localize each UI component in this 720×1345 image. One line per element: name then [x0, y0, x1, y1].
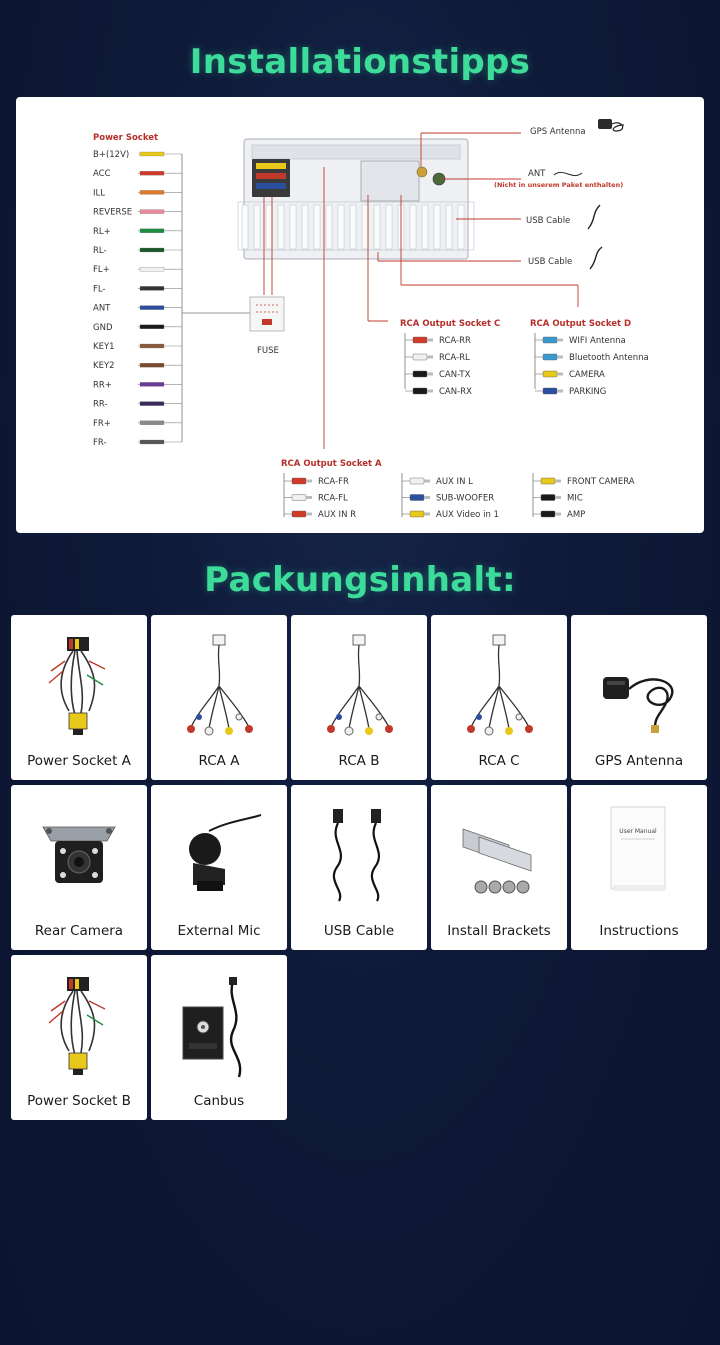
package-item-card [151, 785, 287, 950]
power-pin-label: FR- [93, 438, 107, 448]
rear-camera-icon [29, 801, 129, 911]
power-pin-label: RR- [93, 399, 108, 410]
power-pin-plug [140, 344, 164, 348]
power-pin-plug [140, 190, 164, 194]
rca-label: AUX IN L [436, 477, 473, 487]
power-pin-plug [140, 363, 164, 367]
rca-label: CAN-TX [439, 370, 471, 380]
package-item-card [151, 955, 287, 1120]
fuse-label: FUSE [257, 346, 279, 356]
rca-plug [292, 478, 306, 484]
rca-label: RCA-FL [318, 493, 348, 504]
power-harness-icon [29, 631, 129, 741]
wiring-diagram-svg [16, 97, 704, 533]
canbus-box-icon [169, 971, 269, 1081]
rca-label: RCA-RL [439, 353, 470, 363]
power-pin-label: RL- [93, 246, 107, 256]
rca-plug [413, 388, 427, 394]
power-pin-label: KEY1 [93, 342, 115, 352]
rca-plug [543, 337, 557, 343]
fuse [250, 297, 284, 331]
rca-label: CAMERA [569, 370, 605, 380]
contents-heading: Packungsinhalt: [204, 560, 516, 600]
rca-plug [410, 495, 424, 501]
package-item-card [11, 785, 147, 950]
power-pin-label: ACC [93, 169, 111, 180]
head-unit-rear [238, 139, 474, 259]
rca-label: PARKING [569, 387, 607, 397]
rca-cable-icon [169, 631, 269, 741]
rca-label: FRONT CAMERA [567, 477, 635, 487]
bracket-icon [449, 801, 549, 911]
package-item-card [291, 615, 427, 780]
package-item-label: USB Cable [323, 923, 395, 939]
package-item-card [291, 785, 427, 950]
power-harness-icon [29, 971, 129, 1081]
rca-plug [543, 388, 557, 394]
rca-plug [543, 354, 557, 360]
package-item-label: Canbus [193, 1093, 245, 1109]
package-item-label: Power Socket B [27, 1093, 131, 1109]
power-pin-label: RR+ [93, 380, 112, 391]
gps-antenna-label: GPS Antenna [530, 127, 586, 137]
power-pin-plug [140, 229, 164, 233]
rca-plug [413, 354, 427, 360]
rca-plug [410, 511, 424, 517]
power-pin-plug [140, 267, 164, 271]
power-pin-label: RL+ [93, 226, 111, 237]
package-item-card [11, 955, 147, 1120]
manual-cover-text: User Manual [619, 828, 657, 835]
power-socket-title: Power Socket [93, 133, 159, 143]
power-pin-plug [140, 440, 164, 444]
rca-label: RCA-FR [318, 477, 349, 487]
power-pin-plug [140, 171, 164, 175]
power-pin-plug [140, 248, 164, 252]
rca-label: AUX IN R [318, 510, 357, 520]
rca-cable-icon [449, 631, 549, 741]
power-pin-plug [140, 402, 164, 406]
rca-label: Bluetooth Antenna [569, 353, 649, 363]
package-item-card [571, 785, 707, 950]
package-item-label: RCA B [338, 753, 380, 769]
usb-cable-2-label: USB Cable [528, 257, 573, 267]
power-pin-plug [140, 306, 164, 310]
package-item-label: Power Socket A [27, 753, 131, 769]
package-item-card [431, 615, 567, 780]
power-pin-label: FL- [93, 284, 106, 295]
rca-c-title: RCA Output Socket C [400, 319, 501, 329]
power-pin-label: ILL [93, 188, 105, 199]
package-item-card [11, 615, 147, 780]
package-item-label: Install Brackets [447, 923, 551, 939]
power-pin-label: REVERSE [93, 207, 133, 218]
power-pin-label: FR+ [93, 418, 111, 429]
usb-cable-2-icon [590, 247, 602, 269]
package-item-label: RCA C [478, 753, 520, 769]
package-item-label: RCA A [198, 753, 240, 769]
power-pin-label: B+(12V) [93, 150, 130, 160]
rca-plug [292, 495, 306, 501]
package-item-label: GPS Antenna [594, 753, 684, 769]
package-item-card [571, 615, 707, 780]
power-pin-label: FL+ [93, 265, 110, 276]
rca-plug [413, 371, 427, 377]
rca-a-title: RCA Output Socket A [281, 459, 382, 469]
rca-plug [541, 495, 555, 501]
rca-plug [541, 511, 555, 517]
power-pin-label: KEY2 [93, 361, 115, 372]
power-pin-plug [140, 325, 164, 329]
rca-label: AMP [567, 510, 586, 520]
package-item-label: Rear Camera [34, 923, 124, 939]
wiring-diagram [16, 97, 704, 533]
rca-label: WIFI Antenna [569, 336, 626, 346]
microphone-icon [169, 801, 269, 911]
rca-label: AUX Video in 1 [436, 510, 499, 520]
install-heading: Installationstipps [189, 42, 531, 82]
rca-label: CAN-RX [439, 387, 472, 397]
usb-cable-1-label: USB Cable [526, 216, 571, 226]
rca-d-title: RCA Output Socket D [530, 319, 632, 329]
rca-label: MIC [567, 493, 583, 504]
usb-cable-1-icon [588, 205, 600, 229]
rca-cable-icon [309, 631, 409, 741]
gps-antenna-icon [598, 119, 624, 131]
power-pin-label: GND [93, 322, 113, 333]
ant-cable-icon [554, 172, 582, 175]
power-pin-plug [140, 210, 164, 214]
rca-plug [541, 478, 555, 484]
power-pin-plug [140, 152, 164, 156]
manual-icon [589, 801, 689, 911]
power-pin-plug [140, 421, 164, 425]
ant-note: (Nicht in unserem Paket enthalten) [494, 181, 624, 189]
rca-plug [292, 511, 306, 517]
power-pin-plug [140, 286, 164, 290]
gps-antenna-icon [589, 631, 689, 741]
ant-label: ANT [528, 169, 546, 179]
usb-cable-icon [309, 801, 409, 911]
rca-label: RCA-RR [439, 336, 471, 346]
package-item-label: Instructions [599, 923, 679, 939]
package-item-card [151, 615, 287, 780]
power-pin-plug [140, 382, 164, 386]
package-item-card [431, 785, 567, 950]
rca-label: SUB-WOOFER [436, 493, 495, 504]
rca-plug [543, 371, 557, 377]
rca-plug [410, 478, 424, 484]
package-item-label: External Mic [177, 923, 261, 939]
rca-plug [413, 337, 427, 343]
power-pin-label: ANT [93, 303, 111, 314]
